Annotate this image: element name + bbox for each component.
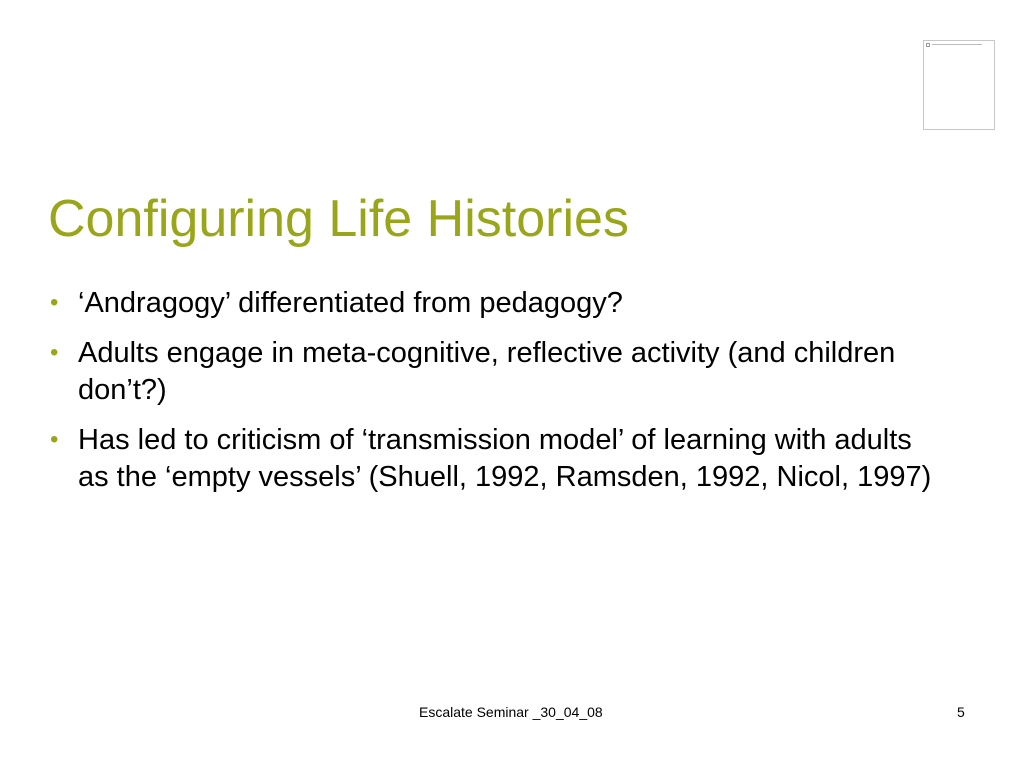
- slide-title: Configuring Life Histories: [48, 190, 629, 248]
- bullet-dot-icon: •: [50, 339, 59, 367]
- footer-text: Escalate Seminar _30_04_08: [419, 704, 603, 720]
- slide-thumbnail: [923, 40, 995, 130]
- bullet-dot-icon: •: [50, 426, 59, 454]
- bullet-text: Adults engage in meta-cognitive, reflective activity (and children don’t?): [78, 337, 896, 407]
- page-number: 5: [957, 704, 965, 720]
- bullet-item: [48, 285, 948, 322]
- bullet-text: ‘Andragogy’ differentiated from pedagogy?: [78, 287, 623, 319]
- thumbnail-marker-icon: [926, 43, 930, 47]
- bullet-dot-icon: •: [50, 289, 59, 316]
- bullet-text: Has led to criticism of ‘transmission model’ of learning with adults as the ‘empty vessels’ (Shuell, 1992, Ramsden, 1992, Nicol, 1997): [78, 424, 932, 494]
- bullet-item: [48, 422, 948, 496]
- bullet-item: [48, 335, 948, 409]
- thumbnail-text-line: [932, 44, 982, 45]
- bullet-list: [48, 285, 948, 510]
